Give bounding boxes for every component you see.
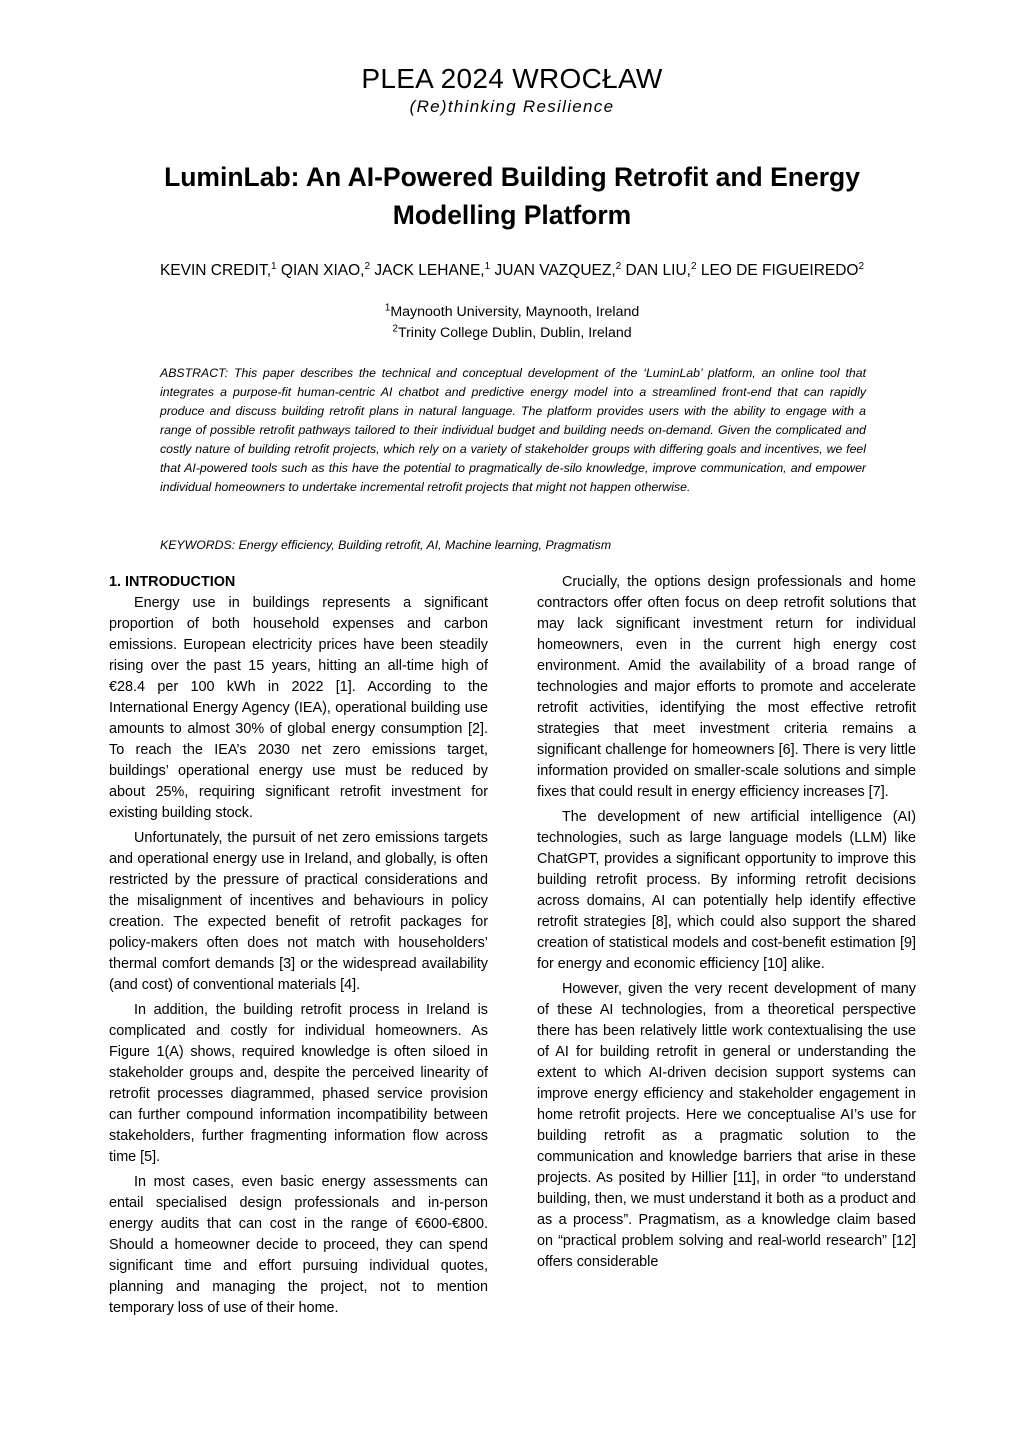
author-affiliation-mark: 2	[690, 260, 697, 272]
affiliation-text: Maynooth University, Maynooth, Ireland	[390, 304, 640, 320]
conference-header	[0, 62, 1024, 118]
author-affiliation-mark: 1	[484, 260, 491, 272]
author: LEO DE FIGUEIREDO	[700, 262, 859, 279]
affiliation-number: 1	[384, 302, 391, 314]
left-column	[109, 572, 488, 1323]
author-affiliation-mark: 2	[364, 260, 371, 272]
author-affiliation-mark: 2	[858, 260, 865, 272]
paragraph: Unfortunately, the pursuit of net zero emissions targets and operational energy use in Ireland, and globally, is often restricted by the pressure of practical considerations and the misalignment of incentives and behaviours in policy creation. The expected benefit of retrofit packages for policy-makers often does not match with householders’ thermal comfort demands [3] or the widespread availability (and cost) of conventional materials [4].	[109, 830, 488, 993]
author-affiliation-mark: 1	[271, 260, 277, 272]
affiliation-text: Trinity College Dublin, Dublin, Ireland	[397, 325, 632, 341]
paragraph: Crucially, the options design professionals and home contractors offer often focus on deep retrofit solutions that may lack significant investment return for individual homeowners, even in the current high energy cost environment. Amid the availability of a broad range of technologies and major efforts to promote and accelerate retrofit activities, identifying the most effective retrofit strategies that meet investment criteria remains a significant challenge for homeowners [6]. There is very little information provided on smaller-scale solutions and simple fixes that could result in energy efficiency increases [7].	[537, 574, 916, 800]
affiliation-number: 2	[392, 323, 398, 335]
paragraph: In addition, the building retrofit process in Ireland is complicated and costly for individual homeowners. As Figure 1(A) shows, required knowledge is often siloed in stakeholder groups and, despite the perceived linearity of retrofit processes diagrammed, phased service provision can further compound information incompatibility between stakeholders, further fragmenting information flow across time [5].	[109, 1002, 488, 1165]
paragraph: However, given the very recent development of many of these AI technologies, from a theoretical perspective there has been relatively little work contextualising the use of AI for building retrofit in general or understanding the extent to which AI-driven decision support systems can improve energy efficiency and stakeholder engagement in home retrofit projects. Here we conceptualise AI’s use for building retrofit as a pragmatic solution to the communication and knowledge barriers that arise in these projects. As posited by Hillier [11], in order “to understand building, then, we must understand it both as a product and as a process”. Pragmatism, as a knowledge claim based on “practical problem solving and real-world research” [12] offers considerable	[537, 981, 916, 1270]
author: DAN LIU,	[625, 262, 691, 279]
paragraph: Energy use in buildings represents a significant proportion of both household expenses and carbon emissions. European electricity prices have been steadily rising over the past 15 years, hitting an all-time high of €28.4 per 100 kWh in 2022 [1]. According to the International Energy Agency (IEA), operational building use amounts to almost 30% of global energy consumption [2]. To reach the IEA’s 2030 net zero emissions target, buildings’ operational energy use must be reduced by about 25%, requiring significant retrofit investment for existing building stock.	[109, 595, 488, 821]
abstract: ABSTRACT: This paper describes the technical and conceptual development of the ‘LuminLab’ platform, an online tool that integrates a purpose-fit human-centric AI chatbot and predictive energy model into a streamlined front-end that can rapidly produce and discuss building retrofit plans in natural language. The platform provides users with the ability to engage with a range of possible retrofit pathways tailored to their individual budget and building needs on-demand. Given the complicated and costly nature of building retrofit projects, which rely on a variety of stakeholder groups with differing goals and incentives, we feel that AI-powered tools such as this have the potential to pragmatically de-silo knowledge, improve communication, and empower individual homeowners to undertake incremental retrofit projects that might not happen otherwise.	[160, 366, 866, 494]
author: QIAN XIAO,	[280, 262, 365, 279]
section-heading: 1. INTRODUCTION	[109, 574, 236, 590]
conference-theme: (Re)thinking Resilience	[409, 97, 615, 116]
author: JUAN VAZQUEZ,	[494, 262, 616, 279]
paragraph: In most cases, even basic energy assessments can entail specialised design professionals and in-person energy audits that can cost in the range of €600-€800. Should a homeowner decide to proceed, they can spend significant time and effort pursuing individual quotes, planning and managing the project, not to mention temporary loss of use of their home.	[109, 1174, 488, 1316]
affiliation	[0, 323, 1024, 344]
keywords: KEYWORDS: Energy efficiency, Building retrofit, AI, Machine learning, Pragmatism	[160, 538, 612, 552]
author: JACK LEHANE,	[374, 262, 485, 279]
paragraph: The development of new artificial intelligence (AI) technologies, such as large language models (LLM) like ChatGPT, provides a significant opportunity to improve this building retrofit process. By informing retrofit decisions across domains, AI can potentially help identify effective retrofit strategies [8], which could also support the shared creation of statistical models and cost-benefit estimation [9] for energy and economic efficiency [10] alike.	[537, 809, 916, 972]
paper-title: LuminLab: An AI-Powered Building Retrofit and Energy Modelling Platform	[164, 162, 860, 230]
affiliation-list	[0, 302, 1024, 344]
right-column	[537, 572, 916, 1277]
author: KEVIN CREDIT,	[159, 262, 272, 279]
affiliation	[0, 302, 1024, 323]
author-affiliation-mark: 2	[615, 260, 622, 272]
conference-name: PLEA 2024 WROCŁAW	[361, 63, 663, 94]
author-list	[60, 260, 964, 282]
